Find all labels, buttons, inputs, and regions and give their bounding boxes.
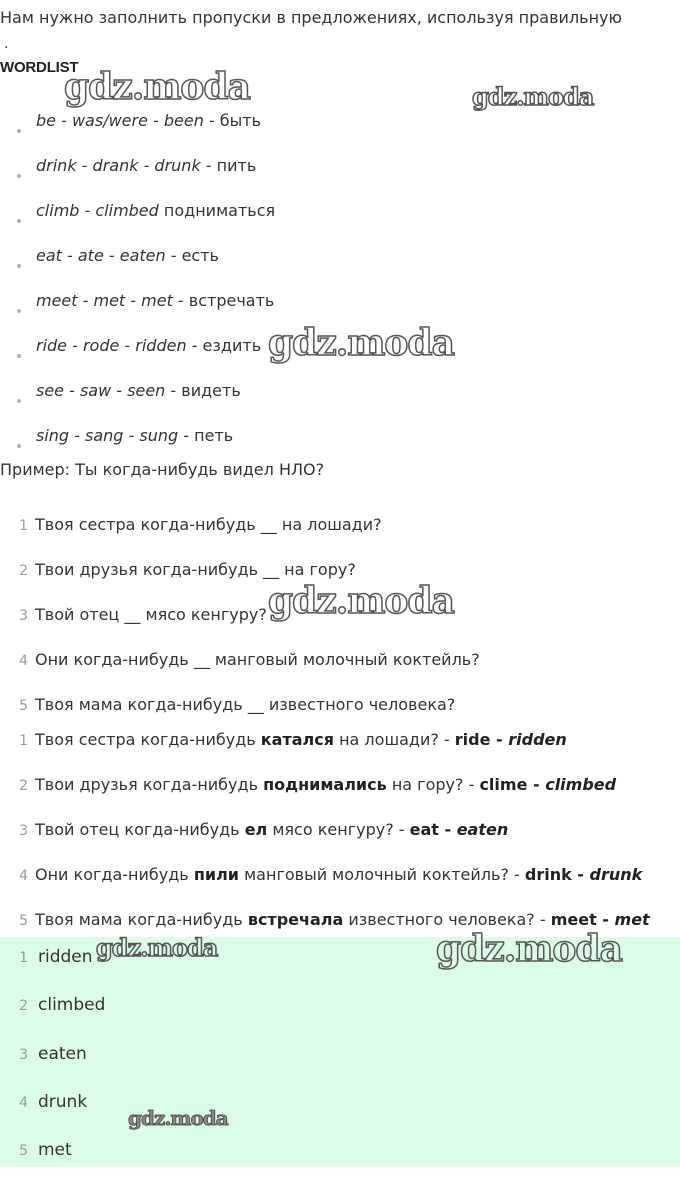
answer-item xyxy=(0,1139,72,1161)
verb-forms: sing - sang - sung xyxy=(36,426,179,445)
question-text: Твоя сестра когда-нибудь __ на лошади? xyxy=(35,515,382,534)
question-text: Они когда-нибудь __ манговый молочный коктейль? xyxy=(35,650,480,669)
verb-forms: ride - rode - ridden xyxy=(36,336,187,355)
infinitive: clime xyxy=(479,775,528,794)
answer-value: ridden xyxy=(38,947,93,967)
verb-translation: - быть xyxy=(203,111,262,130)
verb-translation: - пить xyxy=(200,156,257,175)
question-item xyxy=(0,515,382,535)
bullet-icon xyxy=(17,444,21,448)
translation-post: на лошади? - xyxy=(333,730,455,749)
translation-post: известного человека? - xyxy=(343,910,551,929)
translation-verb: катался xyxy=(260,730,334,749)
translation-item xyxy=(0,865,642,885)
separator: - xyxy=(527,775,546,794)
answer-number: 4 xyxy=(19,1095,28,1111)
translation-item xyxy=(0,775,616,795)
wordlist-item xyxy=(36,381,241,401)
answer-item xyxy=(0,1043,87,1065)
verb-translation: - видеть xyxy=(165,381,241,400)
answer-item xyxy=(0,994,105,1016)
question-number: 3 xyxy=(19,608,28,624)
verb-forms: climb - climbed xyxy=(36,201,159,220)
verb-translation: - петь xyxy=(178,426,234,445)
answer-item xyxy=(0,946,93,968)
verb-forms: be - was/were - been xyxy=(36,111,204,130)
participle: drunk xyxy=(589,865,643,884)
bullet-icon xyxy=(17,399,21,403)
answer-number: 1 xyxy=(19,950,28,966)
question-number: 1 xyxy=(19,518,28,534)
answer-value: met xyxy=(38,1140,72,1160)
example-text: Пример: Ты когда-нибудь видел НЛО? xyxy=(0,460,325,479)
question-text: Твои друзья когда-нибудь __ на гору? xyxy=(35,560,356,579)
bullet-icon xyxy=(17,219,21,223)
participle: eaten xyxy=(456,820,509,839)
question-number: 2 xyxy=(19,563,28,579)
bullet-icon xyxy=(17,129,21,133)
infinitive: meet xyxy=(550,910,597,929)
translation-pre: Твоя сестра когда-нибудь xyxy=(35,730,261,749)
question-item xyxy=(0,695,455,715)
translation-number: 4 xyxy=(19,868,28,884)
watermark: gdz.moda xyxy=(128,1106,228,1130)
wordlist-item xyxy=(36,426,233,446)
translation-post: манговый молочный коктейль? - xyxy=(239,865,525,884)
question-text: Твоя мама когда-нибудь __ известного человека? xyxy=(35,695,456,714)
translation-number: 3 xyxy=(19,823,28,839)
answer-value: drunk xyxy=(38,1092,88,1112)
wordlist-item xyxy=(36,291,274,311)
watermark: gdz.moda xyxy=(268,580,454,622)
translation-number: 2 xyxy=(19,778,28,794)
wordlist-item xyxy=(36,156,256,176)
verb-translation: - есть xyxy=(165,246,219,265)
question-number: 4 xyxy=(19,653,28,669)
bullet-icon xyxy=(17,354,21,358)
translation-post: мясо кенгуру? - xyxy=(267,820,410,839)
participle: ridden xyxy=(508,730,567,749)
verb-translation: - ездить xyxy=(186,336,262,355)
question-number: 5 xyxy=(19,698,28,714)
separator: - xyxy=(438,820,457,839)
infinitive: drink xyxy=(524,865,572,884)
translation-verb: поднимались xyxy=(263,775,387,794)
translation-verb: ел xyxy=(244,820,268,839)
infinitive: eat xyxy=(409,820,439,839)
wordlist-title: WORDLIST xyxy=(0,59,79,76)
watermark: gdz.moda xyxy=(472,82,594,111)
translation-item xyxy=(0,730,567,750)
translation-pre: Твоя мама когда-нибудь xyxy=(35,910,248,929)
answer-value: climbed xyxy=(38,995,106,1015)
wordlist-item xyxy=(36,201,275,221)
translation-pre: Они когда-нибудь xyxy=(35,865,194,884)
verb-forms: eat - ate - eaten xyxy=(36,246,166,265)
wordlist-item xyxy=(36,246,219,266)
watermark: gdz.moda xyxy=(268,322,454,364)
verb-forms: see - saw - seen xyxy=(36,381,166,400)
answer-item xyxy=(0,1091,87,1113)
translation-item xyxy=(0,820,508,840)
intro-dot: . xyxy=(4,36,9,52)
separator: - xyxy=(571,865,590,884)
answer-value: eaten xyxy=(38,1044,87,1064)
translation-number: 1 xyxy=(19,733,28,749)
translation-verb: встречала xyxy=(247,910,344,929)
bullet-icon xyxy=(17,264,21,268)
verb-translation: подниматься xyxy=(158,201,276,220)
verb-forms: drink - drank - drunk xyxy=(36,156,201,175)
participle: met xyxy=(614,910,650,929)
verb-forms: meet - met - met xyxy=(36,291,173,310)
question-item xyxy=(0,650,480,670)
translation-number: 5 xyxy=(19,913,28,929)
separator: - xyxy=(490,730,509,749)
translation-pre: Твой отец когда-нибудь xyxy=(35,820,245,839)
translation-post: на гору? - xyxy=(386,775,480,794)
wordlist-item xyxy=(36,336,261,356)
translation-pre: Твои друзья когда-нибудь xyxy=(35,775,264,794)
infinitive: ride xyxy=(454,730,491,749)
watermark: gdz.moda xyxy=(436,928,622,970)
bullet-icon xyxy=(17,309,21,313)
participle: climbed xyxy=(545,775,617,794)
bullet-icon xyxy=(17,174,21,178)
answer-number: 5 xyxy=(19,1143,28,1159)
translation-verb: пили xyxy=(193,865,240,884)
watermark: gdz.moda xyxy=(96,933,218,962)
wordlist-item xyxy=(36,111,261,131)
question-text: Твой отец __ мясо кенгуру? xyxy=(35,605,267,624)
watermark: gdz.moda xyxy=(64,66,250,108)
answer-number: 3 xyxy=(19,1047,28,1063)
answers-box xyxy=(0,937,680,1167)
answer-number: 2 xyxy=(19,998,28,1014)
question-item xyxy=(0,605,267,625)
intro-text: Нам нужно заполнить пропуски в предложениях, используя правильную xyxy=(0,8,622,27)
verb-translation: - встречать xyxy=(172,291,275,310)
question-item xyxy=(0,560,356,580)
separator: - xyxy=(596,910,615,929)
translation-item xyxy=(0,910,650,930)
